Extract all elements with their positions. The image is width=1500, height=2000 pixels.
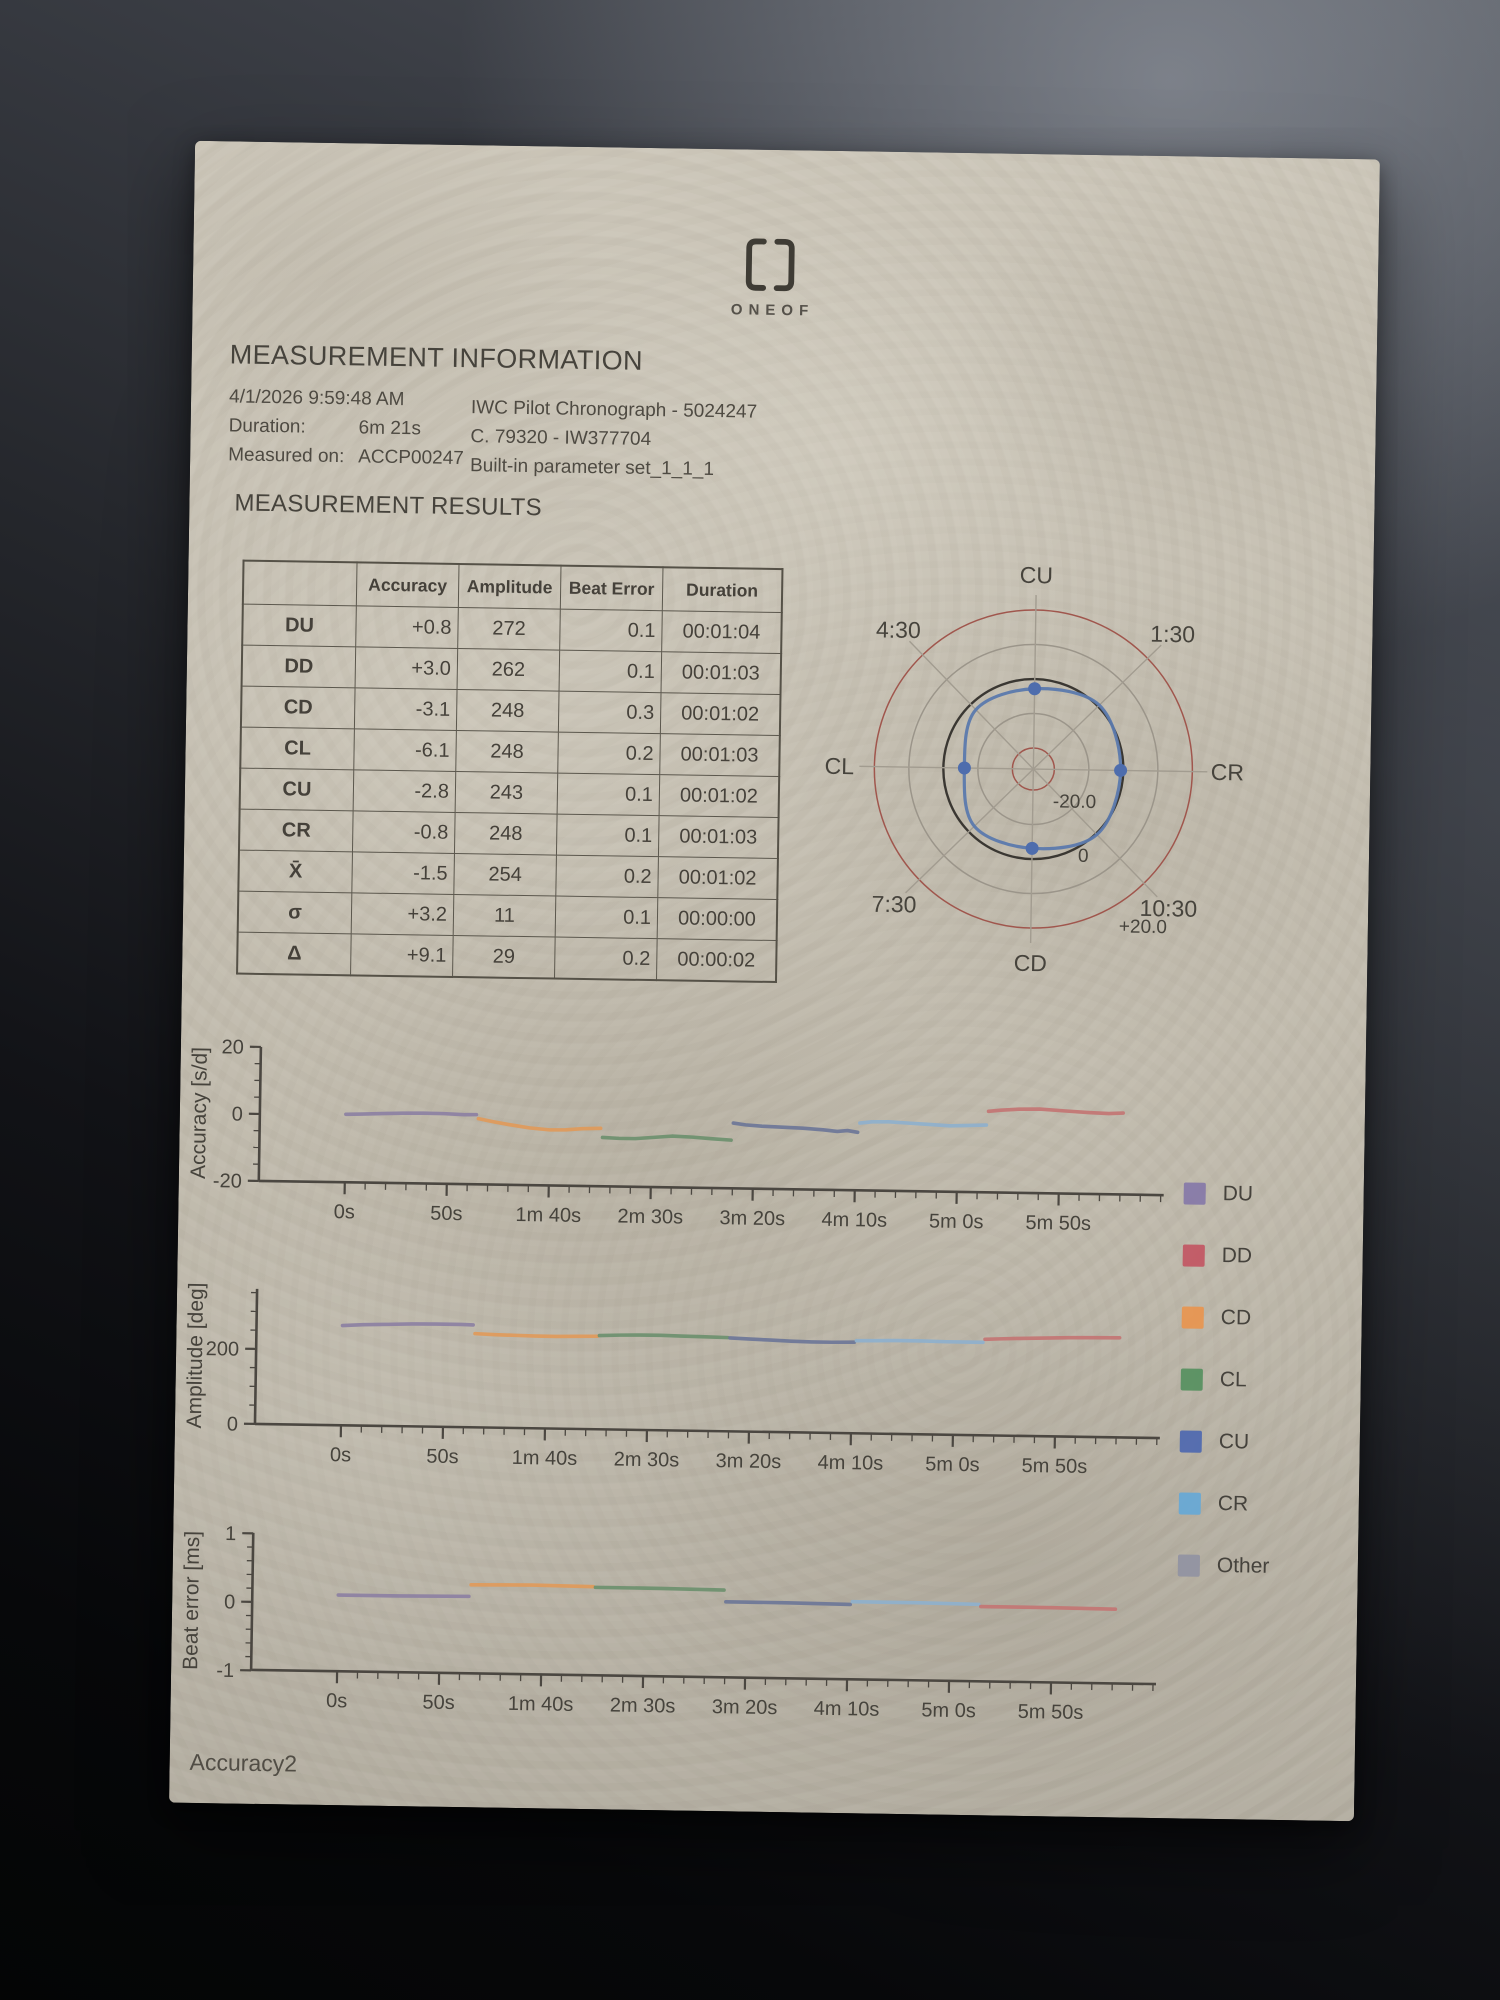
accuracy-line-chart <box>178 1011 1182 1262</box>
svg-text:4m 10s: 4m 10s <box>817 1451 884 1475</box>
svg-text:0: 0 <box>1077 845 1089 867</box>
table-cell: +3.2 <box>351 893 454 936</box>
svg-text:0: 0 <box>231 1103 244 1126</box>
svg-text:0s: 0s <box>329 1444 352 1467</box>
table-cell: σ <box>238 891 352 934</box>
svg-text:2m 30s: 2m 30s <box>617 1205 684 1229</box>
svg-text:0: 0 <box>223 1591 236 1614</box>
legend-item-cd <box>1181 1286 1273 1349</box>
table-cell: 248 <box>454 812 557 855</box>
legend-label: CD <box>1220 1306 1252 1330</box>
svg-text:3m 20s: 3m 20s <box>715 1450 782 1474</box>
brand-name: ONEOF <box>730 301 815 320</box>
svg-text:3m 20s: 3m 20s <box>719 1207 786 1231</box>
legend-label: CR <box>1217 1492 1249 1516</box>
svg-text:Beat error [ms]: Beat error [ms] <box>179 1530 205 1671</box>
legend-label: CU <box>1218 1430 1250 1454</box>
amplitude-series <box>342 1323 1119 1347</box>
legend-item-cl <box>1180 1348 1272 1411</box>
oneof-logo-icon <box>741 233 800 296</box>
duration-label: Duration: <box>228 415 306 438</box>
table-cell: DD <box>242 645 356 688</box>
svg-text:4m 10s: 4m 10s <box>821 1208 888 1232</box>
measurement-results-heading: MEASUREMENT RESULTS <box>234 489 543 522</box>
table-cell: 0.3 <box>558 691 661 734</box>
results-table <box>236 560 783 983</box>
footer-tab-label: Accuracy2 <box>189 1748 298 1777</box>
table-cell: 0.1 <box>555 896 658 939</box>
svg-text:+20.0: +20.0 <box>1118 916 1168 939</box>
beat-series <box>338 1582 1115 1609</box>
table-cell: 0.2 <box>558 732 661 775</box>
svg-text:0: 0 <box>226 1413 239 1436</box>
svg-text:1:30: 1:30 <box>1150 620 1196 648</box>
measured-on-label: Measured on: <box>228 444 345 468</box>
table-cell: 272 <box>458 607 561 650</box>
svg-text:10:30: 10:30 <box>1139 894 1198 922</box>
svg-text:2m 30s: 2m 30s <box>609 1694 676 1718</box>
position-polar-chart <box>812 544 1259 1003</box>
table-cell: DU <box>242 604 356 647</box>
legend-label: Other <box>1216 1554 1270 1578</box>
table-cell: +3.0 <box>355 647 458 690</box>
svg-text:4m 10s: 4m 10s <box>813 1697 880 1721</box>
table-cell: 0.1 <box>556 814 659 857</box>
table-cell: 0.1 <box>560 609 663 652</box>
legend-swatch-icon <box>1182 1306 1204 1328</box>
column-header: Amplitude <box>458 564 561 609</box>
table-cell: 00:01:03 <box>658 816 778 859</box>
table-cell: 0.2 <box>556 855 659 898</box>
svg-text:Amplitude [deg]: Amplitude [deg] <box>182 1282 209 1429</box>
column-header <box>243 561 357 606</box>
table-cell: 248 <box>456 689 559 732</box>
table-cell: 248 <box>456 730 559 773</box>
svg-text:5m 50s: 5m 50s <box>1025 1211 1092 1236</box>
table-cell: 0.1 <box>559 650 662 693</box>
table-cell: -3.1 <box>354 688 457 731</box>
svg-text:50s: 50s <box>422 1691 455 1715</box>
svg-text:CR: CR <box>1210 758 1245 786</box>
svg-text:1m 40s: 1m 40s <box>507 1692 574 1716</box>
column-header: Beat Error <box>560 566 663 611</box>
svg-text:1m 40s: 1m 40s <box>511 1446 578 1470</box>
table-cell: 262 <box>457 648 560 691</box>
svg-text:4:30: 4:30 <box>875 616 921 644</box>
column-header: Duration <box>662 567 782 612</box>
measured-on-value: ACCP00247 <box>358 446 464 470</box>
table-cell: CL <box>240 727 354 770</box>
watch-caliber: C. 79320 - IW377704 <box>470 426 652 450</box>
duration-value: 6m 21s <box>358 417 422 440</box>
table-cell: CU <box>240 768 354 811</box>
table-cell: X̄ <box>238 850 352 893</box>
legend-label: DU <box>1222 1182 1254 1206</box>
svg-text:1m 40s: 1m 40s <box>515 1203 582 1227</box>
table-cell: +0.8 <box>356 606 459 649</box>
legend-swatch-icon <box>1181 1368 1203 1390</box>
svg-text:50s: 50s <box>426 1445 459 1469</box>
table-cell: 00:01:02 <box>660 693 780 736</box>
table-cell: 00:01:03 <box>661 652 781 695</box>
svg-text:0s: 0s <box>325 1690 348 1713</box>
svg-text:-1: -1 <box>216 1659 235 1683</box>
watch-model: IWC Pilot Chronograph - 5024247 <box>470 397 758 423</box>
svg-text:-20.0: -20.0 <box>1052 791 1097 814</box>
legend-label: CL <box>1219 1368 1247 1392</box>
legend-swatch-icon <box>1179 1492 1201 1514</box>
table-cell: 243 <box>455 771 558 814</box>
legend-swatch-icon <box>1184 1182 1206 1204</box>
legend-swatch-icon <box>1183 1244 1205 1266</box>
legend-item-du <box>1183 1162 1275 1225</box>
svg-text:2m 30s: 2m 30s <box>613 1448 680 1472</box>
table-row <box>237 932 777 982</box>
svg-text:50s: 50s <box>430 1202 463 1226</box>
legend-item-dd <box>1182 1224 1274 1287</box>
beat-error-line-chart <box>170 1499 1174 1760</box>
legend-swatch-icon <box>1180 1430 1202 1452</box>
svg-text:0s: 0s <box>333 1201 356 1224</box>
amplitude-line-chart <box>174 1254 1178 1510</box>
svg-text:5m 0s: 5m 0s <box>921 1699 976 1723</box>
svg-text:20: 20 <box>221 1036 245 1059</box>
table-cell: -6.1 <box>354 729 457 772</box>
table-cell: 29 <box>453 935 556 978</box>
svg-text:Accuracy [s/d]: Accuracy [s/d] <box>186 1046 212 1180</box>
measurement-timestamp: 4/1/2026 9:59:48 AM <box>228 386 405 411</box>
measurement-information-heading: MEASUREMENT INFORMATION <box>229 339 644 376</box>
legend-item-cr <box>1178 1472 1270 1535</box>
svg-text:3m 20s: 3m 20s <box>711 1696 778 1720</box>
table-cell: 00:01:02 <box>658 857 778 900</box>
svg-text:7:30: 7:30 <box>871 890 917 918</box>
svg-text:5m 50s: 5m 50s <box>1017 1700 1084 1724</box>
table-cell: CR <box>239 809 353 852</box>
legend-swatch-icon <box>1178 1554 1200 1576</box>
table-cell: Δ <box>237 932 351 975</box>
table-cell: 11 <box>453 894 556 937</box>
svg-text:CU: CU <box>1019 561 1054 589</box>
table-cell: 00:01:03 <box>660 734 780 777</box>
legend-item-other <box>1177 1534 1269 1597</box>
series-legend <box>1177 1162 1275 1597</box>
svg-text:5m 50s: 5m 50s <box>1021 1454 1088 1478</box>
table-cell: 00:00:02 <box>656 939 776 982</box>
svg-text:5m 0s: 5m 0s <box>928 1210 984 1234</box>
table-cell: CD <box>241 686 355 729</box>
table-cell: +9.1 <box>351 934 454 977</box>
table-cell: 254 <box>454 853 557 896</box>
table-cell: -0.8 <box>352 811 455 854</box>
legend-label: DD <box>1221 1244 1253 1268</box>
table-cell: 0.2 <box>555 937 658 980</box>
parameter-set: Built-in parameter set_1_1_1 <box>469 455 715 480</box>
svg-text:200: 200 <box>205 1338 240 1361</box>
table-cell: 0.1 <box>557 773 660 816</box>
position-data-point <box>1028 682 1041 695</box>
accuracy-series <box>346 1098 1124 1146</box>
svg-text:5m 0s: 5m 0s <box>925 1453 980 1477</box>
report-page <box>169 141 1380 1821</box>
svg-text:CL: CL <box>824 752 855 780</box>
svg-text:-20: -20 <box>212 1170 242 1193</box>
svg-text:CD: CD <box>1013 949 1048 977</box>
table-cell: -2.8 <box>353 770 456 813</box>
position-data-point <box>958 761 971 774</box>
position-data-point <box>1114 764 1127 777</box>
svg-text:1: 1 <box>224 1522 237 1546</box>
column-header: Accuracy <box>356 562 459 607</box>
table-cell: -1.5 <box>352 852 455 895</box>
table-cell: 00:00:00 <box>657 898 777 941</box>
position-data-point <box>1026 842 1039 855</box>
table-cell: 00:01:02 <box>659 775 779 818</box>
legend-item-cu <box>1179 1410 1271 1473</box>
table-cell: 00:01:04 <box>662 611 782 654</box>
